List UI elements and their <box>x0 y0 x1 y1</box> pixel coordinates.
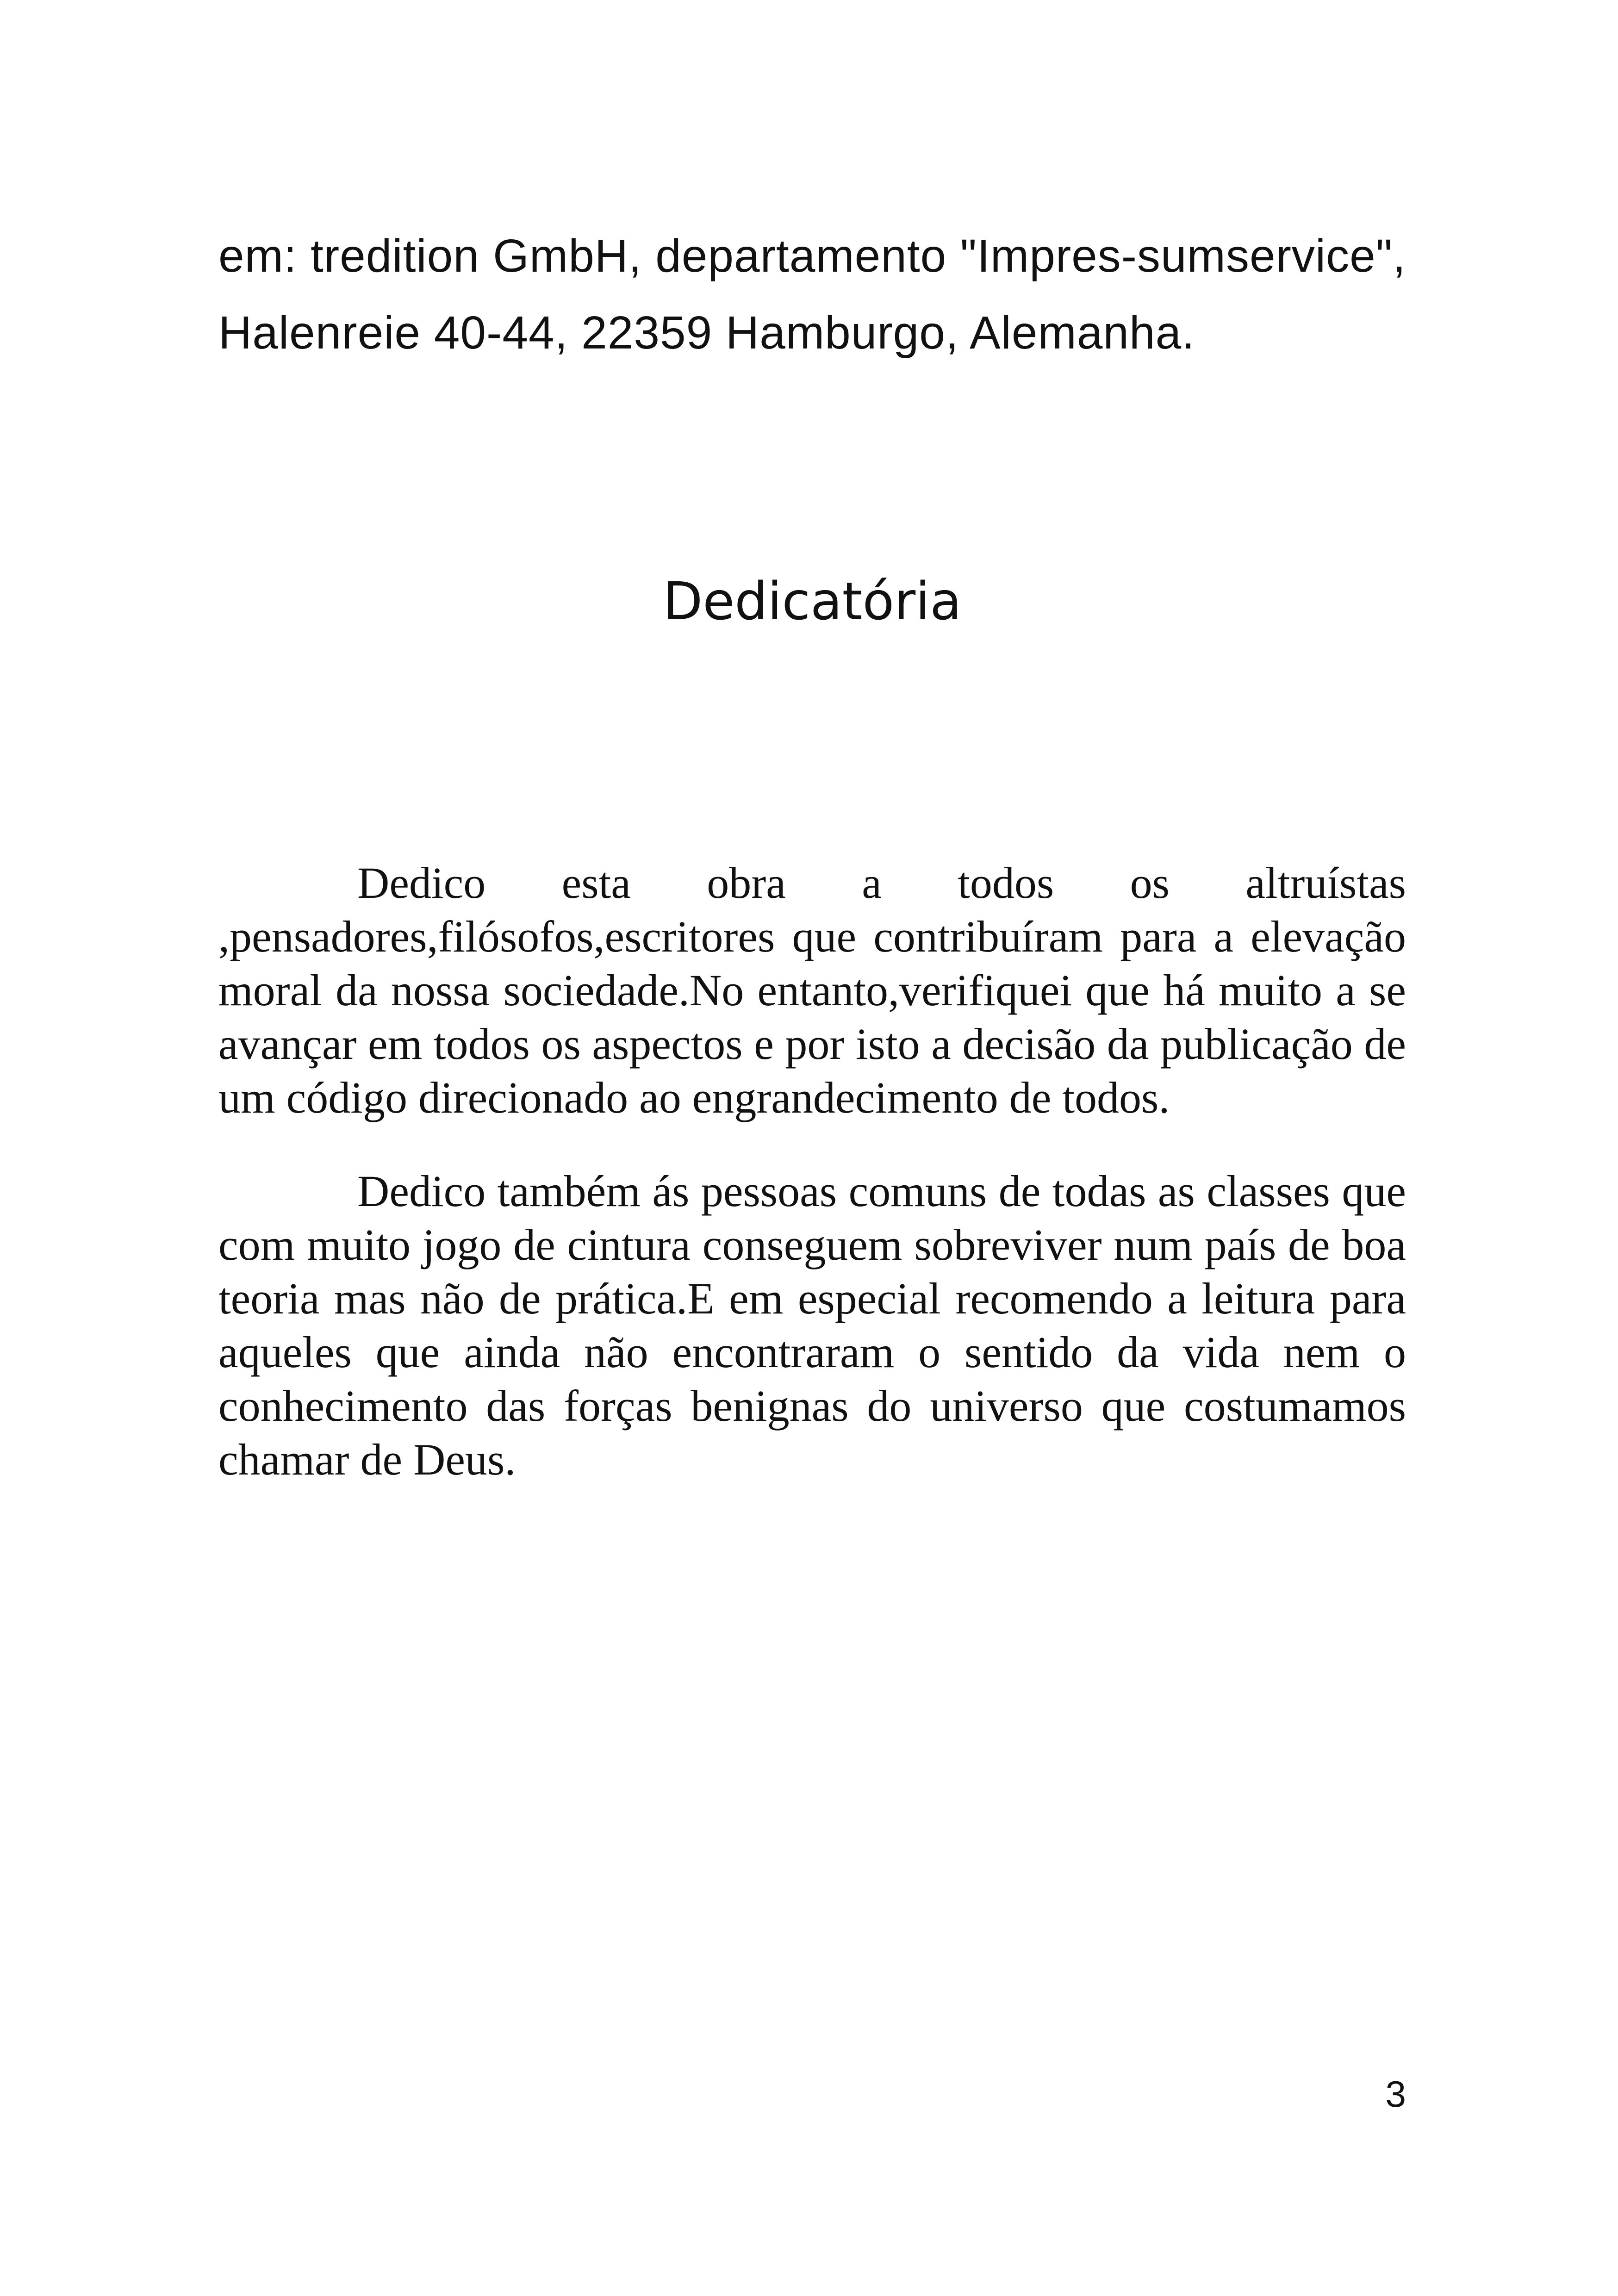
dedication-paragraph: Dedico também ás pessoas comuns de todas as classes que com muito jogo de cintura conseguem sobreviver num país de boa teoria mas não de prática.E em especial recomendo a leitura para aqueles que ainda não encontraram o sentido da vida nem o conhecimento das forças benignas do universo que costumamos chamar de Deus. <box>218 1166 1406 1484</box>
page-number: 3 <box>1385 2073 1406 2115</box>
dedication-paragraph: Dedico esta obra a todos os altruístas ,pensadores,filósofos,escritores que contribuíram para a elevação moral da nossa sociedade.No entanto,verifiquei que há muito a se avançar em todos os aspectos e por isto a decisão da publicação de um código direcionado ao engrandecimento de todos. <box>218 858 1406 1122</box>
dedication-heading: Dedicatória <box>663 572 962 632</box>
publisher-address-text: em: tredition GmbH, departamento "Impres-sumservice", Halenreie 40-44, 22359 Hamburgo, Alemanha. <box>218 230 1406 359</box>
dedication-body <box>218 856 1406 1526</box>
